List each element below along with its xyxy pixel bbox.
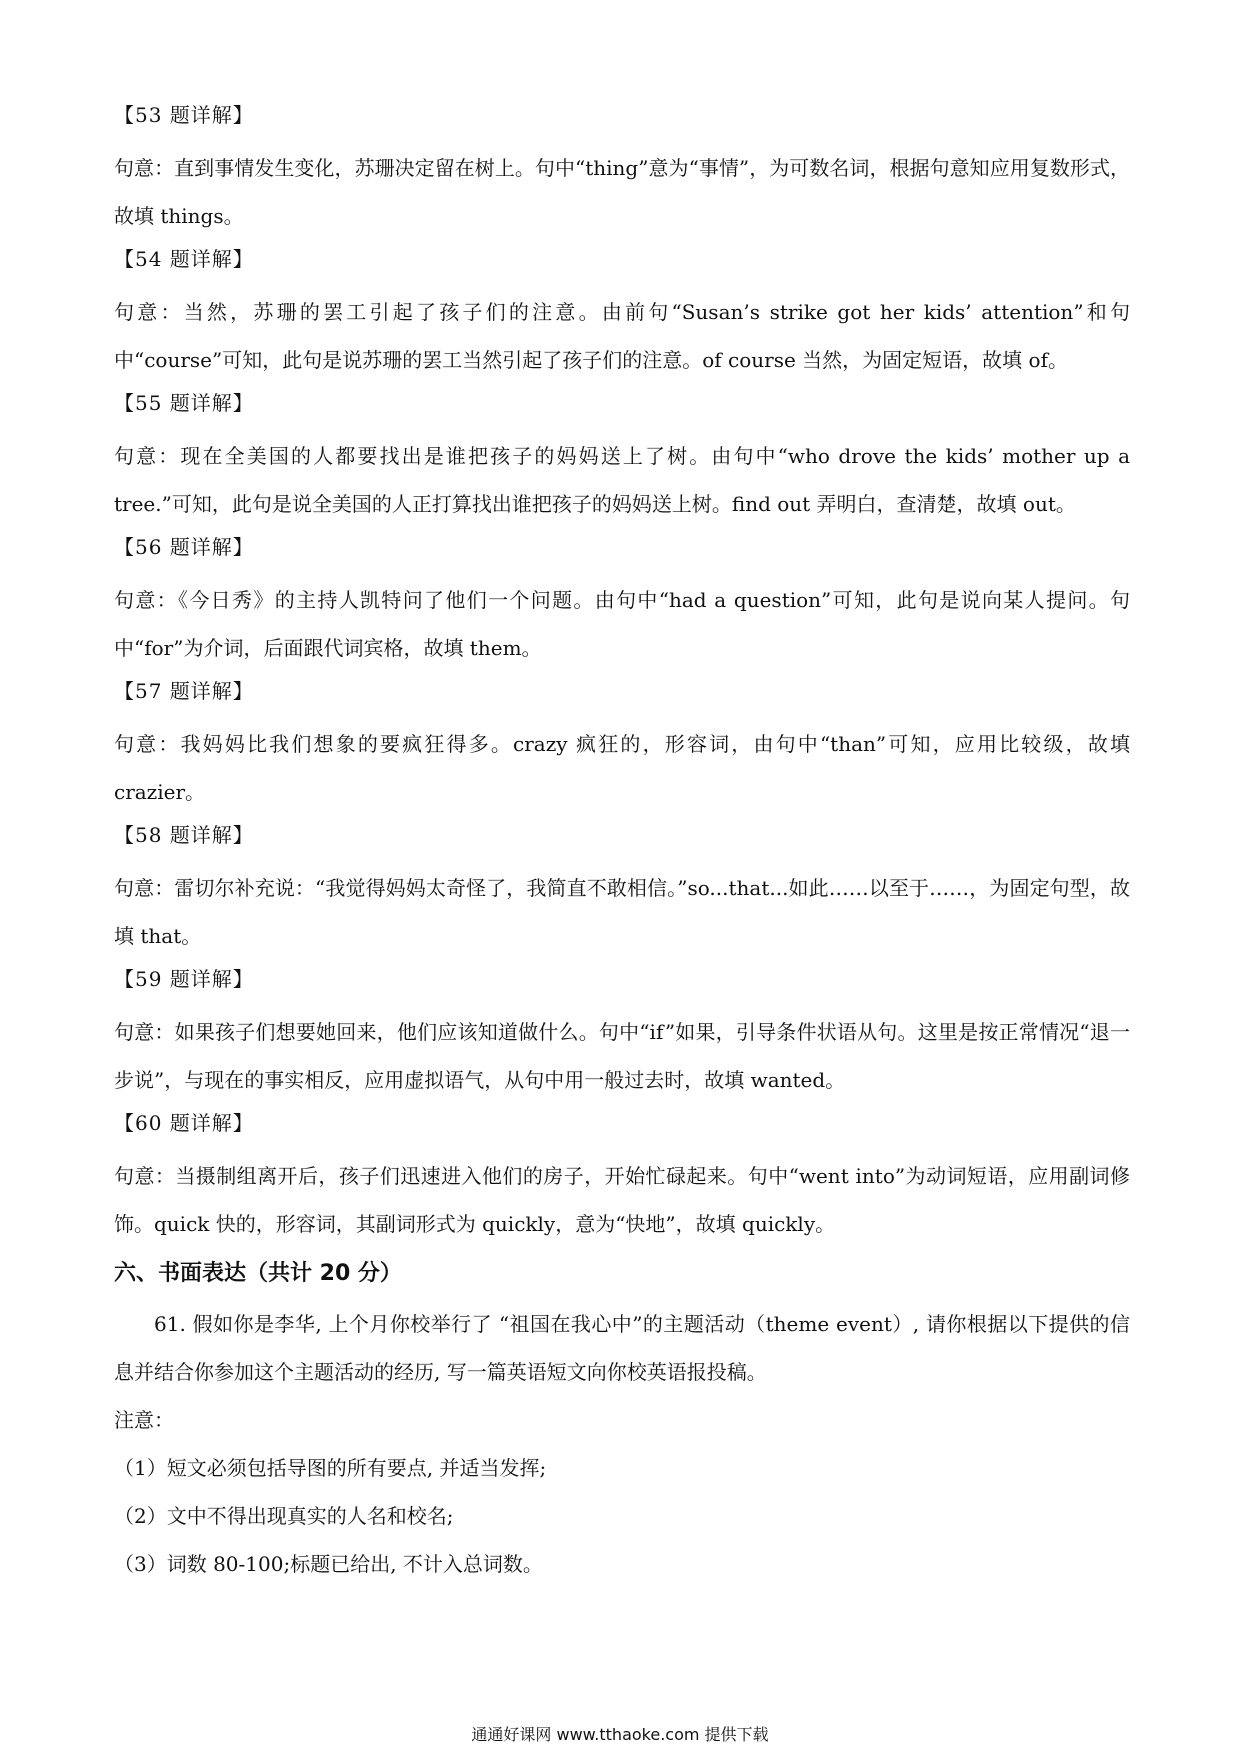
explanation-text: 句意：直到事情发生变化，苏珊决定留在树上。句中“thing”意为“事情”，为可数名词，根据句意知应用复数形式，故填 things。 — [114, 156, 1130, 228]
note-item: （3）词数 80-100;标题已给出, 不计入总词数。 — [114, 1552, 543, 1576]
explanation-58 — [114, 820, 1130, 960]
explanation-label: 【59 题详解】 — [114, 967, 254, 991]
explanation-56 — [114, 532, 1130, 672]
explanation-text: 句意：当然，苏珊的罢工引起了孩子们的注意。由前句“Susan’s strike got her kids’ attention”和句中“course”可知，此句是说苏珊的罢工当然引起了孩子们的注意。of course 当然，为固定短语，故填 of。 — [114, 300, 1130, 372]
section-heading: 六、书面表达（共计 20 分） — [114, 1261, 402, 1286]
writing-section — [114, 1254, 1130, 1588]
explanation-label: 【60 题详解】 — [114, 1111, 254, 1135]
explanation-text: 句意：现在全美国的人都要找出是谁把孩子的妈妈送上了树。由句中“who drove the kids’ mother up a tree.”可知，此句是说全美国的人正打算找出谁把孩子的妈妈送上树。find out 弄明白，查清楚，故填 out。 — [114, 444, 1130, 516]
page-content — [114, 100, 1130, 1588]
explanation-54 — [114, 244, 1130, 384]
explanation-label: 【55 题详解】 — [114, 391, 254, 415]
explanation-label: 【56 题详解】 — [114, 535, 254, 559]
explanation-60 — [114, 1108, 1130, 1248]
writing-task: 61. 假如你是李华, 上个月你校举行了 “祖国在我心中”的主题活动（theme event）, 请你根据以下提供的信息并结合你参加这个主题活动的经历, 写一篇英语短文向你校英语报投稿。 — [114, 1312, 1130, 1384]
explanation-text: 句意：如果孩子们想要她回来，他们应该知道做什么。句中“if”如果，引导条件状语从句。这里是按正常情况“退一步说”，与现在的事实相反，应用虚拟语气，从句中用一般过去时，故填 wanted。 — [114, 1020, 1130, 1092]
note-title: 注意： — [114, 1408, 174, 1432]
explanation-label: 【53 题详解】 — [114, 103, 254, 127]
explanation-text: 句意：我妈妈比我们想象的要疯狂得多。crazy 疯狂的，形容词，由句中“than”可知，应用比较级，故填 crazier。 — [114, 732, 1130, 804]
explanation-text: 句意：雷切尔补充说：“我觉得妈妈太奇怪了，我简直不敢相信。”so...that...如此……以至于……，为固定句型，故填 that。 — [114, 876, 1130, 948]
explanation-label: 【54 题详解】 — [114, 247, 254, 271]
explanation-53 — [114, 100, 1130, 240]
page-footer: 通通好课网 www.tthaoke.com 提供下载 — [471, 1725, 769, 1744]
explanation-55 — [114, 388, 1130, 528]
explanation-text: 句意：当摄制组离开后，孩子们迅速进入他们的房子，开始忙碌起来。句中“went into”为动词短语，应用副词修饰。quick 快的，形容词，其副词形式为 quickly，意为“快地”，故填 quickly。 — [114, 1164, 1130, 1236]
note-item: （1）短文必须包括导图的所有要点, 并适当发挥; — [114, 1456, 547, 1480]
note-item: （2）文中不得出现真实的人名和校名; — [114, 1504, 454, 1528]
explanation-57 — [114, 676, 1130, 816]
explanation-text: 句意：《今日秀》的主持人凯特问了他们一个问题。由句中“had a question”可知，此句是说向某人提问。句中“for”为介词，后面跟代词宾格，故填 them。 — [114, 588, 1130, 660]
explanation-59 — [114, 964, 1130, 1104]
explanation-label: 【57 题详解】 — [114, 679, 254, 703]
explanation-label: 【58 题详解】 — [114, 823, 254, 847]
